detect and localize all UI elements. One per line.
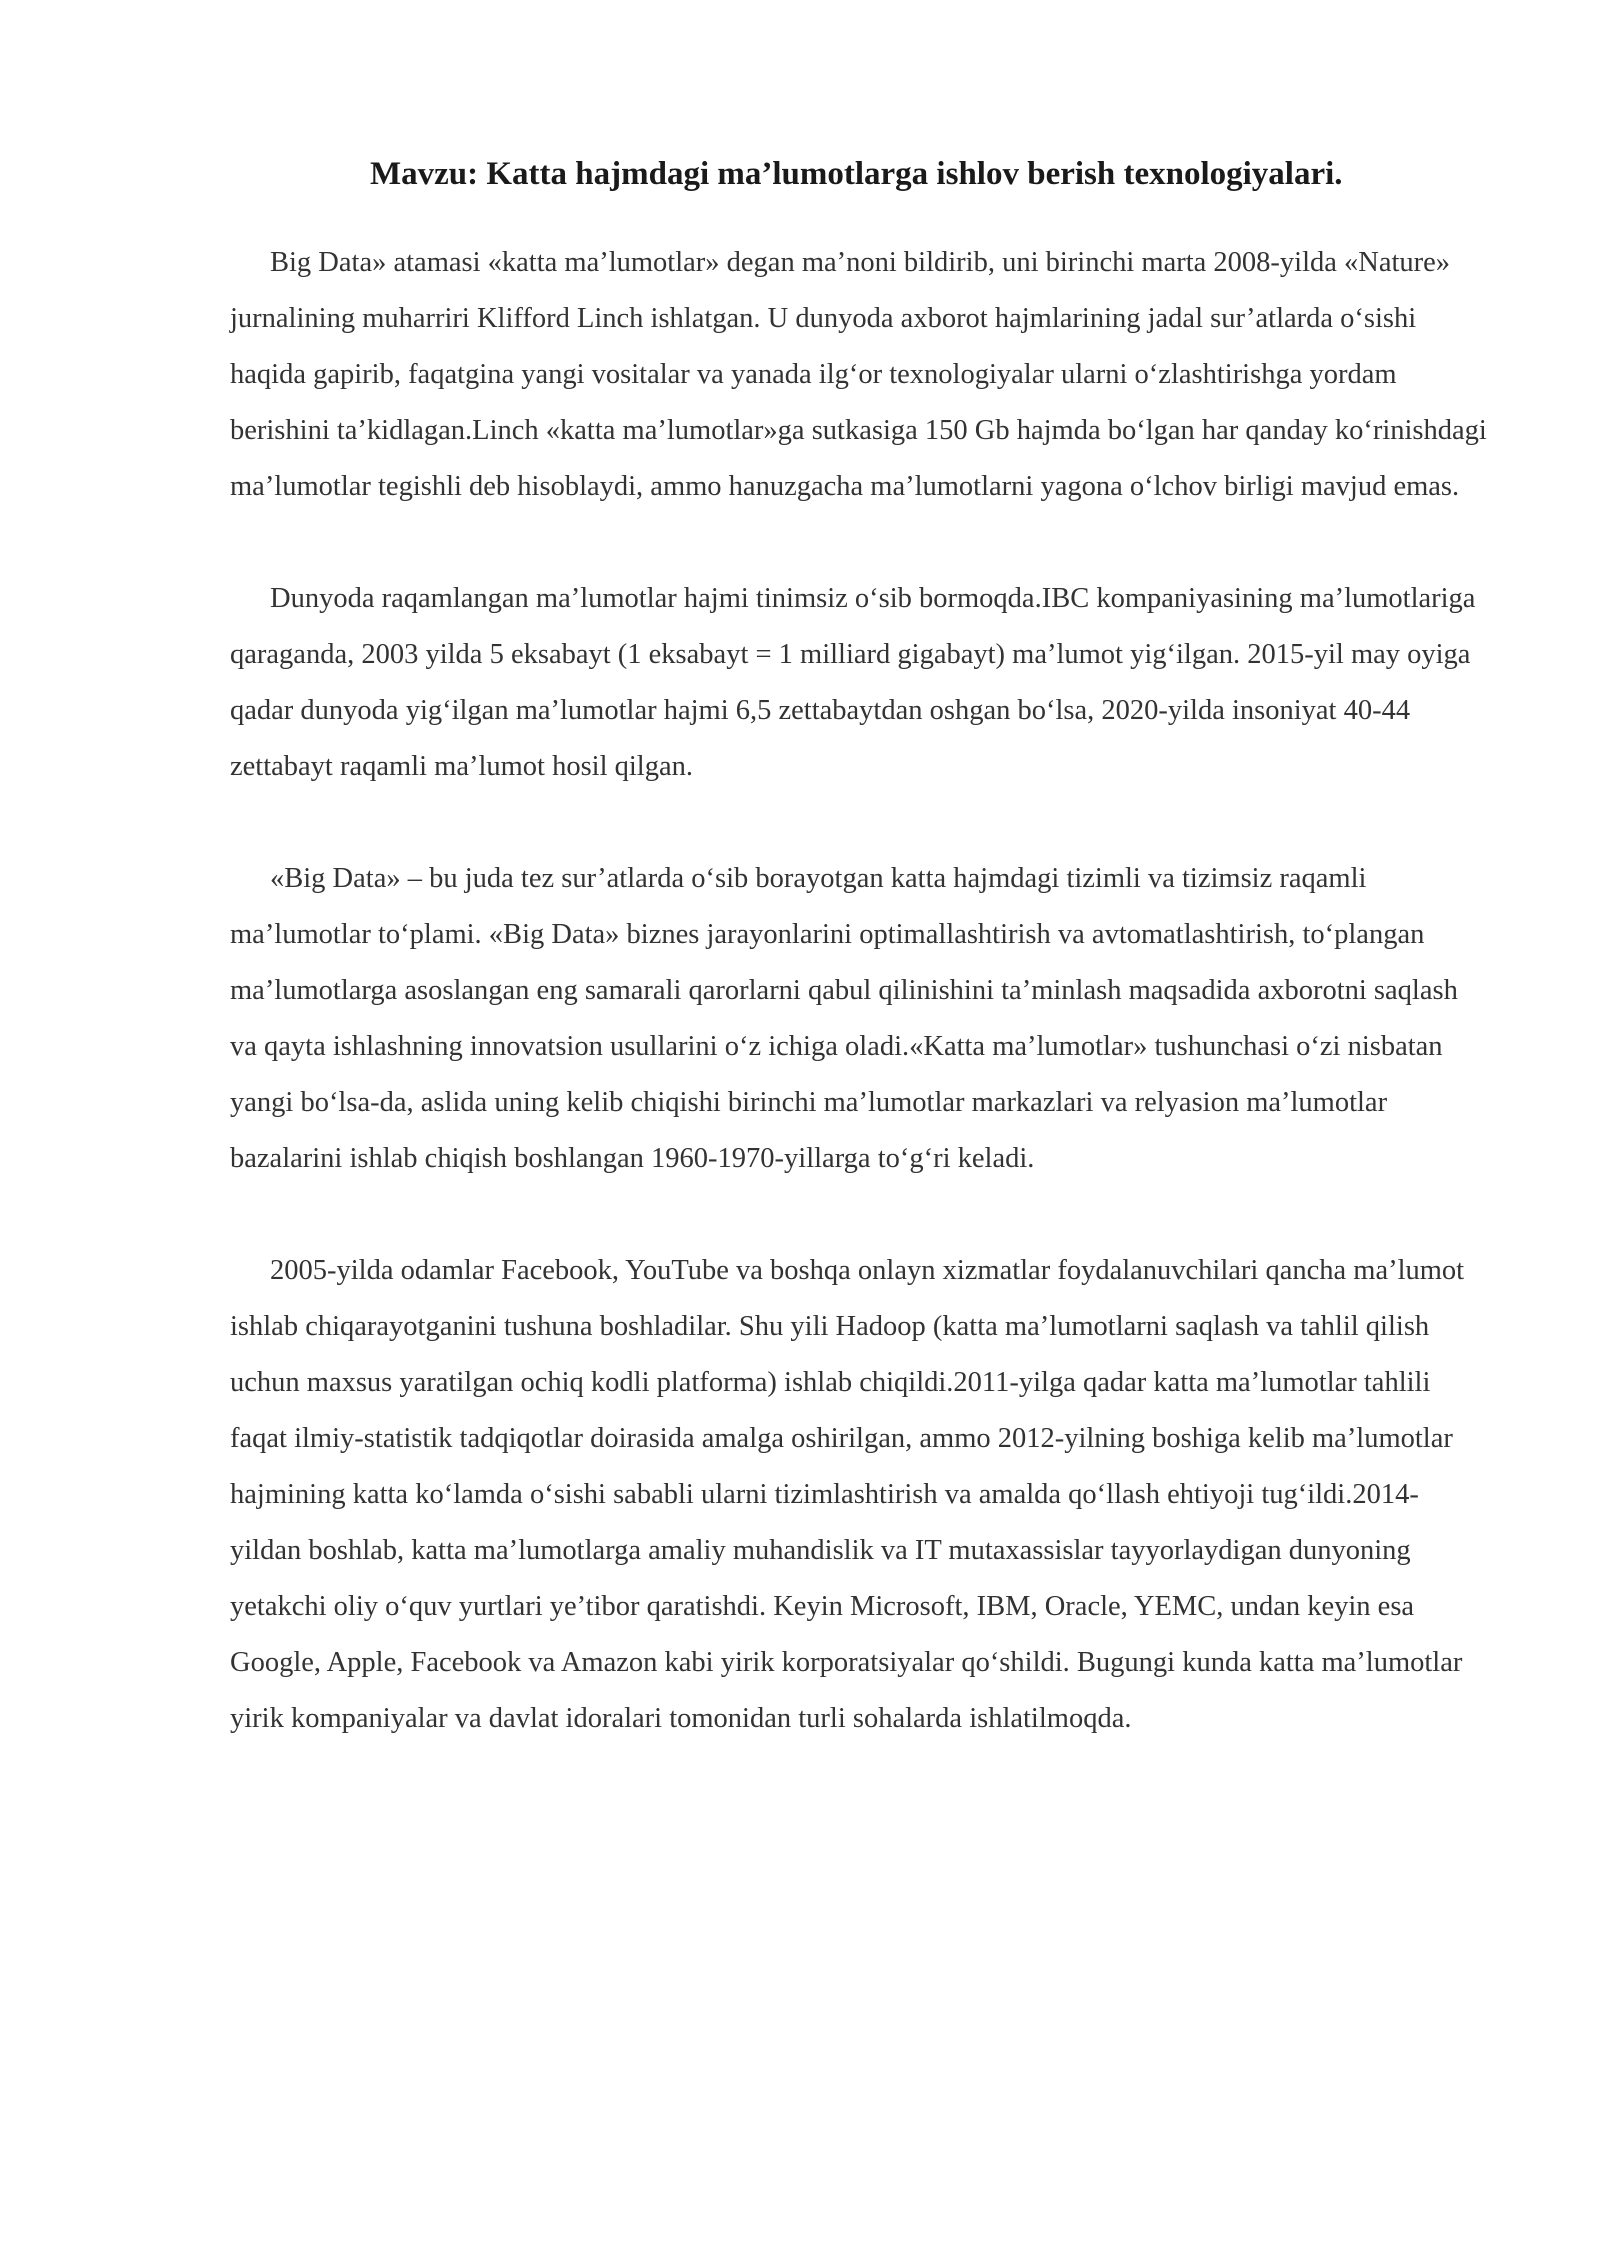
document-title: Mavzu: Katta hajmdagi ma’lumotlarga ishlov berish texnologiyalari. [370, 156, 1343, 192]
paragraph-big-data-history: 2005-yilda odamlar Facebook, YouTube va boshqa onlayn xizmatlar foydalanuvchilari qancha ma’lumot ishlab chiqarayotganini tushuna boshladilar. Shu yili Hadoop (katta ma’lumotlarni saqlash va tahlil qilish uchun maxsus yaratilgan ochiq kodli platforma) ishlab chiqildi.2011-yilga qadar katta ma’lumotlar tahlili faqat ilmiy-statistik tadqiqotlar doirasida amalga oshirilgan, ammo 2012-yilning boshiga kelib ma’lumotlar hajmining katta ko‘lamda o‘sishi sababli ularni tizimlashtirish va amaldа qo‘llash ehtiyoji tug‘ildi.2014-yildan boshlab, katta ma’lumotlarga amaliy muhandislik va IT mutaxassislar tayyorlaydigan dunyoning yetakchi oliy o‘quv yurtlari ye’tibor qaratishdi. Keyin Microsoft, IBM, Oracle, YEMC, undan keyin esa Google, Apple, Facebook va Amazon kabi yirik korporatsiyalar qo‘shildi. Bugungi kunda katta ma’lumotlar yirik kompaniyalar va davlat idoralari tomonidan turli sohalarda ishlatilmoqda. [230, 1255, 1465, 1734]
paragraph-data-growth: Dunyoda raqamlangan ma’lumotlar hajmi tinimsiz o‘sib bormoqda.IBC kompaniyasining ma’lumotlariga qaraganda, 2003 yilda 5 eksabayt (1 eksabayt = 1 milliard gigabayt) ma’lumot yig‘ilgan. 2015-yil may oyiga qadar dunyoda yig‘ilgan ma’lumotlar hajmi 6,5 zettabaytdan oshgan bo‘lsa, 2020-yilda insoniyat 40-44 zettabayt raqamli ma’lumot hosil qilgan. [230, 583, 1476, 782]
paragraph-big-data-concept: «Big Data» – bu juda tez sur’atlarda o‘sib borayotgan katta hajmdagi tizimli va tizimsiz raqamli ma’lumotlar to‘plami. «Big Data» biznes jarayonlarini optimallashtirish va avtomatlashtirish, to‘plangan ma’lumotlarga asoslangan eng samarali qarorlarni qabul qilinishini ta’minlash maqsadida axborotni saqlash va qayta ishlashning innovatsion usullarini o‘z ichiga oladi.«Katta ma’lumotlar» tushunchasi o‘zi nisbatan yangi bo‘lsa-da, aslida uning kelib chiqishi birinchi ma’lumotlar markazlari va relyasion ma’lumotlar bazalarini ishlab chiqish boshlangan 1960-1970-yillarga to‘g‘ri keladi. [230, 863, 1458, 1174]
paragraph-big-data-definition: Big Data» atamasi «katta ma’lumotlar» degan ma’noni bildirib, uni birinchi marta 2008-yilda «Nature» jurnalining muharriri Klifford Linch ishlatgan. U dunyoda axborot hajmlarining jadal sur’atlarda o‘sishi haqida gapirib, faqatgina yangi vositalar va yanada ilg‘or texnologiyalar ularni o‘zlashtirishga yordam berishini ta’kidlagan.Linch «katta ma’lumotlar»ga sutkasiga 150 Gb hajmda bo‘lgan har qanday ko‘rinishdagi ma’lumotlar tegishli deb hisoblaydi, ammo hanuzgacha ma’lumotlarni yagona o‘lchov birligi mavjud emas. [230, 247, 1487, 502]
document-body [230, 235, 1490, 1803]
